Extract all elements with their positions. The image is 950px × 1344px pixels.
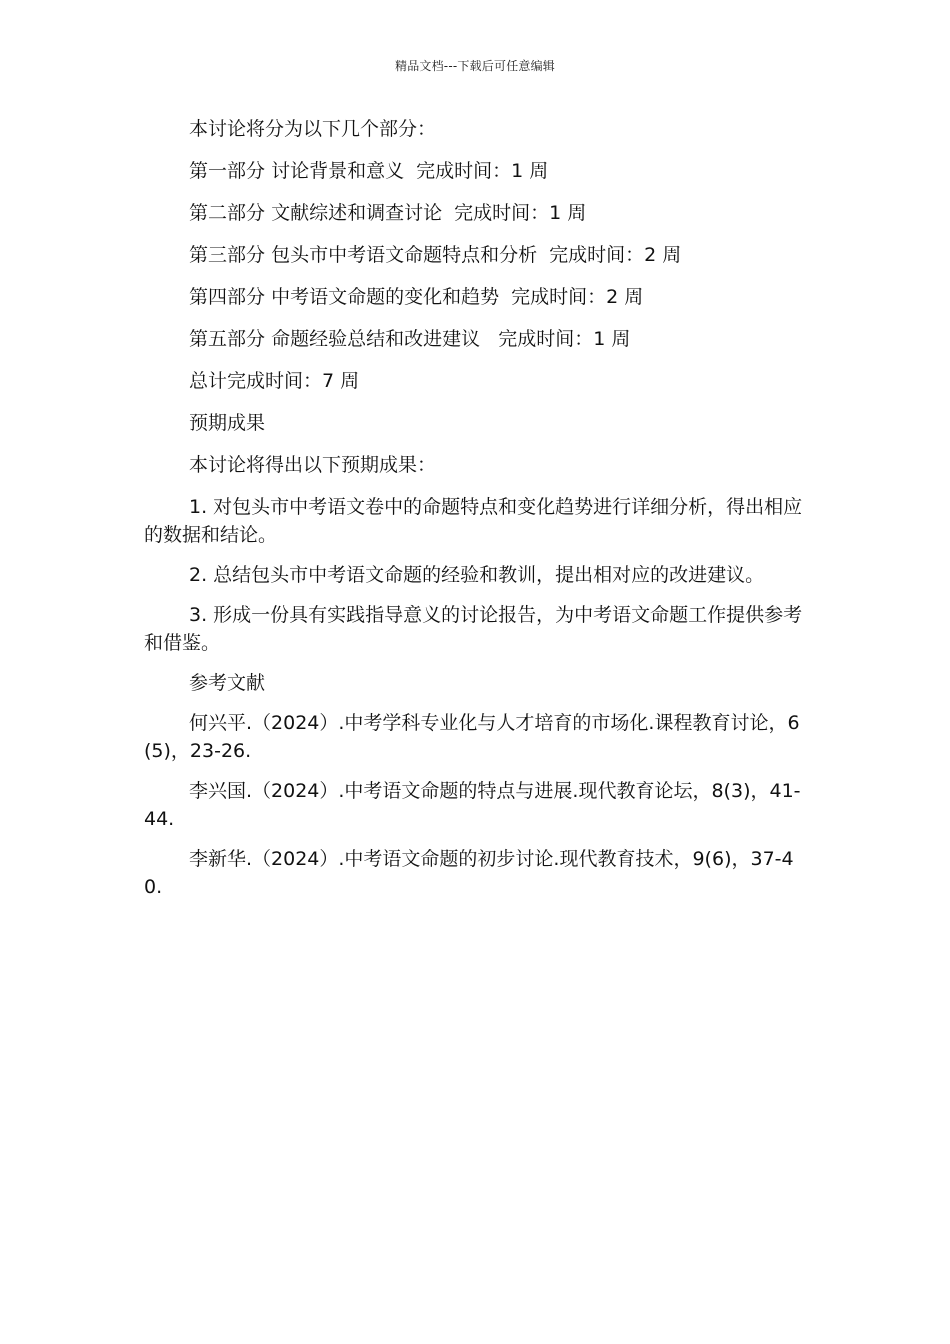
reference-item: 李新华.（2024）.中考语文命题的初步讨论.现代教育技术，9(6)，37-40. (144, 848, 794, 898)
reference-item: 李兴国.（2024）.中考语文命题的特点与进展.现代教育论坛，8(3)，41-44. (144, 780, 801, 830)
schedule-time: 完成时间：1 周 (416, 160, 549, 182)
schedule-part: 第一部分 (189, 160, 266, 182)
schedule-item (144, 283, 808, 311)
schedule-topic: 命题经验总结和改进建议 (271, 328, 481, 350)
outcomes-intro: 本讨论将得出以下预期成果： (189, 454, 437, 476)
schedule-time: 完成时间：2 周 (549, 244, 682, 266)
schedule-time: 完成时间：2 周 (511, 286, 644, 308)
outcomes-heading: 预期成果 (189, 412, 266, 434)
schedule-topic: 包头市中考语文命题特点和分析 (271, 244, 538, 266)
schedule-part: 第四部分 (189, 286, 266, 308)
total-time: 总计完成时间：7 周 (189, 370, 360, 392)
schedule-topic: 中考语文命题的变化和趋势 (271, 286, 500, 308)
schedule-topic: 讨论背景和意义 (271, 160, 405, 182)
document-body (144, 115, 808, 913)
schedule-time: 完成时间：1 周 (454, 202, 587, 224)
reference-item: 何兴平.（2024）.中考学科专业化与人才培育的市场化.课程教育讨论，6(5)，23-26. (144, 712, 800, 762)
outcome-item: 3. 形成一份具有实践指导意义的讨论报告，为中考语文命题工作提供参考和借鉴。 (144, 604, 803, 654)
schedule-item (144, 199, 808, 227)
outcome-item: 2. 总结包头市中考语文命题的经验和教训，提出相对应的改进建议。 (189, 564, 765, 586)
schedule-part: 第三部分 (189, 244, 266, 266)
schedule-topic: 文献综述和调查讨论 (271, 202, 443, 224)
schedule-part: 第二部分 (189, 202, 266, 224)
schedule-part: 第五部分 (189, 328, 266, 350)
schedule-time: 完成时间：1 周 (498, 328, 631, 350)
references-heading: 参考文献 (189, 672, 266, 694)
page-header-watermark: 精品文档---下载后可任意编辑 (395, 59, 555, 73)
schedule-item (144, 241, 808, 269)
schedule-item (144, 157, 808, 185)
schedule-item (144, 325, 808, 353)
schedule-intro: 本讨论将分为以下几个部分： (189, 118, 437, 140)
outcome-item: 1. 对包头市中考语文卷中的命题特点和变化趋势进行详细分析，得出相应的数据和结论。 (144, 496, 803, 546)
